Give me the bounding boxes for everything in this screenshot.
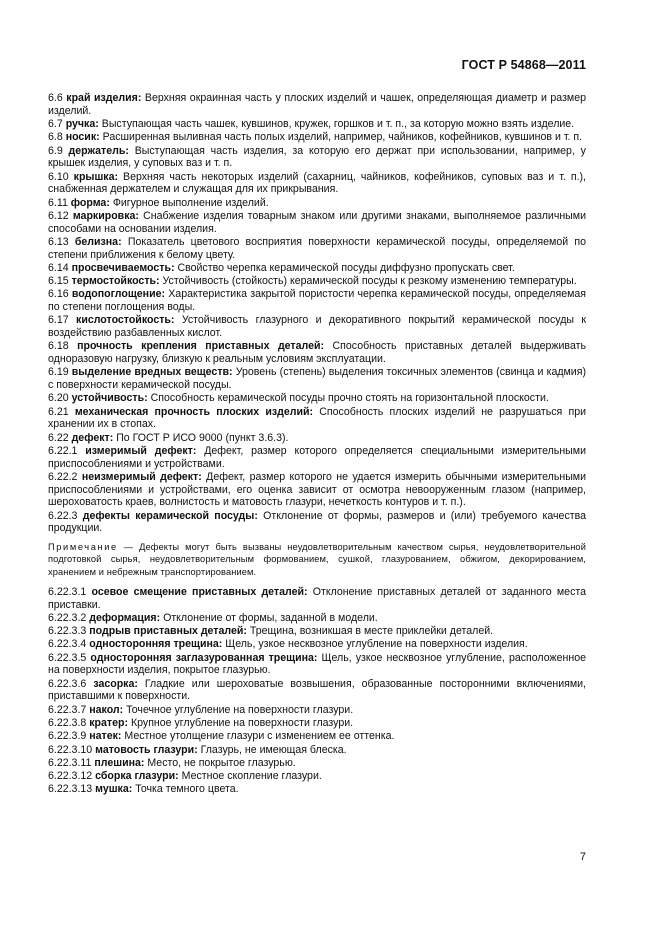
entry-term: просвечиваемость: bbox=[71, 261, 175, 274]
entry-term: односторонняя трещина: bbox=[89, 638, 223, 651]
definition-entry bbox=[48, 612, 586, 625]
entry-number: 6.22.2 bbox=[48, 471, 78, 484]
definition-entry bbox=[48, 406, 586, 431]
entry-definition: Дефект, размер которого не удается измерить обычными измерительными приспособлениями и устройствами, его оценка зависит от осмотра невооруженным глазом (например, шероховатость краев, волнистость и матовость глазури, нечеткость контуров и т. п.). bbox=[48, 471, 587, 509]
entry-definition: Верхняя часть некоторых изделий (сахарниц, чайников, кофейников, суповых ваз и т. п.), снабженная держателем и служащая для их прикрывания. bbox=[48, 170, 586, 196]
page-number: 7 bbox=[579, 851, 586, 863]
entry-definition: Расширенная выливная часть полых изделий, например, чайников, кофейников, кувшинов и т. п. bbox=[102, 131, 583, 144]
entry-number: 6.7 bbox=[48, 118, 63, 130]
entry-definition: Трещина, возникшая в месте приклейки деталей. bbox=[249, 625, 494, 638]
entry-term: механическая прочность плоских изделий: bbox=[74, 405, 313, 418]
entry-definition: Местное скопление глазури. bbox=[181, 770, 322, 783]
entry-term: термостойкость: bbox=[71, 275, 160, 288]
definition-entry bbox=[48, 145, 586, 170]
entry-number: 6.22.3.5 bbox=[48, 651, 87, 664]
entry-term: носик: bbox=[65, 131, 100, 144]
defect-definition-list bbox=[48, 586, 586, 796]
entry-term: измеримый дефект: bbox=[85, 445, 197, 458]
definition-entry bbox=[48, 131, 586, 144]
entry-number: 6.22.3.10 bbox=[48, 743, 93, 756]
definition-entry bbox=[48, 652, 586, 677]
entry-number: 6.22.3.13 bbox=[48, 783, 93, 796]
entry-definition: Крупное углубление на поверхности глазури. bbox=[130, 716, 354, 729]
definition-entry bbox=[48, 625, 586, 638]
definition-entry bbox=[48, 236, 586, 261]
entry-term: кратер: bbox=[89, 716, 128, 729]
entry-term: деформация: bbox=[89, 611, 161, 624]
entry-number: 6.22.3.3 bbox=[48, 625, 87, 638]
definition-entry bbox=[48, 704, 586, 717]
entry-number: 6.22.3.2 bbox=[48, 611, 87, 624]
entry-definition: Гладкие или шероховатые возвышения, образованные посторонними включениями, приставшими к поверхности. bbox=[48, 677, 586, 703]
entry-definition: Устойчивость глазурного и декоративного покрытий керамической посуды к воздействию разбавленных кислот. bbox=[48, 314, 586, 340]
entry-number: 6.13 bbox=[48, 235, 69, 248]
definition-entry bbox=[48, 586, 586, 611]
entry-term: водопоглощение: bbox=[71, 288, 165, 301]
entry-definition: Глазурь, не имеющая блеска. bbox=[200, 743, 347, 756]
definition-entry bbox=[48, 288, 586, 313]
entry-number: 6.20 bbox=[48, 392, 69, 405]
entry-definition: Точечное углубление на поверхности глазури. bbox=[126, 703, 354, 716]
entry-number: 6.22.3.8 bbox=[48, 716, 87, 729]
entry-definition: Место, не покрытое глазурью. bbox=[147, 756, 296, 769]
entry-number: 6.22.3.1 bbox=[48, 585, 87, 598]
definition-entry bbox=[48, 717, 586, 730]
entry-number: 6.22.3.11 bbox=[48, 756, 92, 769]
entry-term: форма: bbox=[70, 196, 110, 209]
entry-definition: Выступающая часть изделия, за которую его держат при использовании, например, у крышек изделия, у суповых ваз и т. п. bbox=[48, 144, 586, 170]
entry-number: 6.22.3.4 bbox=[48, 638, 87, 651]
entry-definition: Фигурное выполнение изделий. bbox=[112, 196, 269, 209]
entry-term: сборка глазури: bbox=[95, 770, 179, 783]
entry-term: кислотостойкость: bbox=[76, 314, 175, 327]
entry-term: односторонняя заглазурованная трещина: bbox=[90, 651, 318, 664]
definition-entry bbox=[48, 210, 586, 235]
definition-entry bbox=[48, 744, 586, 757]
definition-entry bbox=[48, 275, 586, 288]
entry-number: 6.6 bbox=[48, 92, 63, 104]
definition-entry bbox=[48, 171, 586, 196]
entry-term: выделение вредных веществ: bbox=[71, 366, 233, 379]
definition-entry bbox=[48, 340, 586, 365]
entry-term: неизмеримый дефект: bbox=[81, 471, 202, 484]
entry-definition: По ГОСТ Р ИСО 9000 (пункт 3.6.3). bbox=[116, 431, 289, 444]
entry-definition: Способность керамической посуды прочно стоять на горизонтальной плоскости. bbox=[150, 392, 549, 405]
entry-definition: Отклонение от формы, заданной в модели. bbox=[163, 611, 378, 624]
entry-definition: Способность приставных деталей выдерживать одноразовую нагрузку, близкую к реальным условиям эксплуатации. bbox=[48, 340, 586, 366]
entry-number: 6.15 bbox=[48, 275, 69, 288]
entry-definition: Щель, узкое несквозное углубление, расположенное на поверхности изделия, покрытое глазурью. bbox=[48, 651, 586, 677]
definition-entry bbox=[48, 678, 586, 703]
definition-entry bbox=[48, 432, 586, 445]
entry-term: матовость глазури: bbox=[95, 743, 198, 756]
definition-entry bbox=[48, 783, 586, 796]
definition-entry bbox=[48, 197, 586, 210]
definition-entry bbox=[48, 262, 586, 275]
entry-number: 6.16 bbox=[48, 288, 69, 301]
entry-number: 6.10 bbox=[48, 170, 69, 183]
entry-definition: Выступающая часть чашек, кувшинов, кружек, горшков и т. п., за которую можно взять изделие. bbox=[101, 118, 575, 130]
note-label: Примечание bbox=[48, 542, 118, 553]
entry-term: устойчивость: bbox=[71, 392, 148, 405]
entry-term: засорка: bbox=[93, 677, 138, 690]
entry-number: 6.22.3.12 bbox=[48, 770, 93, 783]
entry-term: плешина: bbox=[94, 756, 145, 769]
entry-term: белизна: bbox=[74, 235, 122, 248]
entry-term: край изделия: bbox=[66, 92, 142, 104]
entry-term: осевое смещение приставных деталей: bbox=[91, 585, 308, 598]
definition-entry bbox=[48, 770, 586, 783]
entry-number: 6.22.1 bbox=[48, 445, 78, 458]
entry-term: накол: bbox=[89, 703, 124, 716]
definition-entry bbox=[48, 314, 586, 339]
entry-term: мушка: bbox=[95, 783, 133, 796]
entry-definition: Снабжение изделия товарным знаком или другими знаками, выполняемое различными способами на основании изделия. bbox=[48, 209, 587, 235]
note-text: — Дефекты могут быть вызваны неудовлетворительным качеством сырья, неудовлетворительной подготовкой сырья, неудовлетворительным формованием, сушкой, глазурованием, обжигом, декорированием, хранением и небрежным транспортированием. bbox=[48, 542, 586, 577]
definition-entry bbox=[48, 757, 586, 770]
entry-definition: Верхняя окраинная часть у плоских изделий и чашек, определяющая диаметр и размер изделий. bbox=[48, 92, 586, 117]
definition-entry bbox=[48, 510, 586, 535]
entry-definition: Способность плоских изделий не разрушаться при хранении их в стопах. bbox=[48, 405, 587, 431]
entry-definition: Характеристика закрытой пористости черепка керамической посуды, определяемая по степени поглощения воды. bbox=[48, 288, 586, 314]
entry-number: 6.19 bbox=[48, 366, 69, 379]
definition-entry bbox=[48, 638, 586, 651]
entry-number: 6.22.3 bbox=[48, 509, 78, 522]
entry-term: натек: bbox=[89, 730, 122, 743]
entry-definition: Устойчивость (стойкость) керамической посуды к резкому изменению температуры. bbox=[162, 275, 577, 288]
entry-number: 6.14 bbox=[48, 261, 69, 274]
entry-term: ручка: bbox=[65, 118, 99, 130]
entry-definition: Свойство черепка керамической посуды диффузно пропускать свет. bbox=[177, 261, 515, 274]
entry-definition: Щель, узкое несквозное углубление на поверхности изделия. bbox=[225, 638, 528, 651]
entry-definition: Точка темного цвета. bbox=[135, 783, 239, 796]
entry-definition: Показатель цветового восприятия поверхности керамической посуды, определяемой по степени приближения к белому цвету. bbox=[48, 235, 586, 261]
entry-number: 6.9 bbox=[48, 144, 63, 157]
entry-number: 6.22.3.6 bbox=[48, 677, 87, 690]
entry-term: прочность крепления приставных деталей: bbox=[77, 340, 325, 353]
entry-term: держатель: bbox=[68, 144, 129, 157]
note bbox=[48, 541, 586, 578]
entry-term: маркировка: bbox=[72, 209, 139, 222]
entry-term: подрыв приставных деталей: bbox=[89, 625, 247, 638]
entry-term: крышка: bbox=[73, 170, 119, 183]
definition-entry bbox=[48, 118, 586, 131]
definition-entry bbox=[48, 730, 586, 743]
entry-number: 6.21 bbox=[48, 405, 69, 418]
entry-number: 6.22.3.7 bbox=[48, 703, 87, 716]
entry-definition: Отклонение от формы, размеров и (или) требуемого качества продукции. bbox=[48, 509, 586, 535]
definition-entry bbox=[48, 366, 586, 391]
entry-definition: Отклонение приставных деталей от заданного места приставки. bbox=[48, 585, 586, 611]
entry-number: 6.18 bbox=[48, 340, 69, 353]
entry-number: 6.12 bbox=[48, 209, 69, 222]
entry-term: дефекты керамической посуды: bbox=[82, 509, 258, 522]
entry-number: 6.11 bbox=[48, 196, 68, 209]
definition-entry bbox=[48, 471, 586, 509]
entry-number: 6.17 bbox=[48, 314, 69, 327]
entry-definition: Уровень (степень) выделения токсичных элементов (свинца и кадмия) с поверхности керамической посуды. bbox=[48, 366, 586, 392]
entry-number: 6.8 bbox=[48, 131, 63, 144]
entry-number: 6.22.3.9 bbox=[48, 730, 87, 743]
definition-entry bbox=[48, 392, 586, 405]
definition-list bbox=[48, 92, 586, 535]
entry-definition: Местное утолщение глазури с изменением ее оттенка. bbox=[124, 730, 395, 743]
entry-definition: Дефект, размер которого определяется специальными измерительными приспособлениями и устройствами. bbox=[48, 445, 586, 470]
entry-term: дефект: bbox=[71, 431, 114, 444]
document-header: ГОСТ Р 54868—2011 bbox=[461, 58, 586, 72]
definition-entry bbox=[48, 92, 586, 117]
document-body bbox=[48, 92, 586, 797]
entry-number: 6.22 bbox=[48, 431, 69, 444]
definition-entry bbox=[48, 445, 586, 470]
